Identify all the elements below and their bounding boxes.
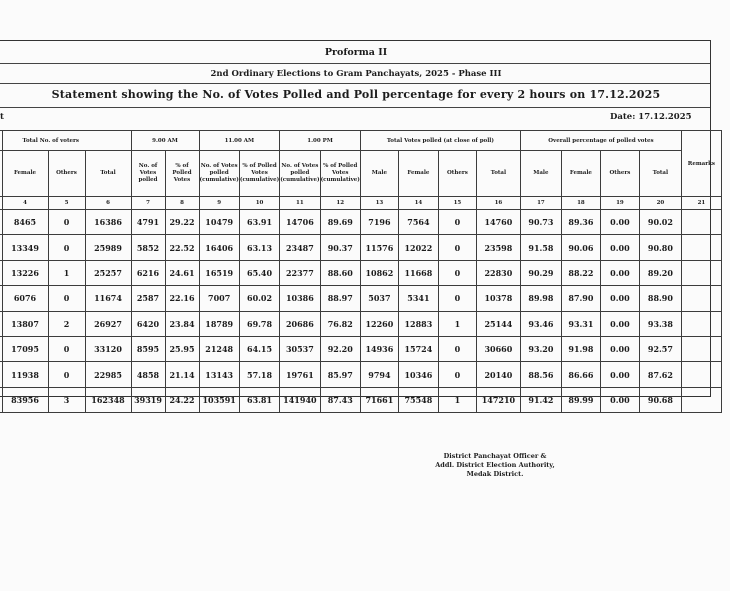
table-cell: 21.14 — [165, 362, 199, 387]
table-cell: 76.82 — [320, 311, 360, 336]
header-total-voters: Total No. of voters — [2, 131, 131, 151]
table-cell: 90.73 — [520, 210, 561, 235]
col-number: 13 — [360, 197, 398, 210]
table-cell: 10378 — [476, 286, 520, 311]
table-cell: 4858 — [131, 362, 165, 387]
table-cell: 14706 — [280, 210, 320, 235]
table-cell: 16519 — [199, 260, 239, 285]
table-cell: 0 — [438, 260, 476, 285]
table-cell: 14760 — [476, 210, 520, 235]
statement-heading: Statement showing the No. of Votes Polled and Poll percentage for every 2 hours on 17.12.2025 — [51, 88, 661, 101]
table-cell — [681, 260, 721, 285]
proforma-title: Proforma II — [324, 47, 388, 58]
table-cell: 91.98 — [561, 336, 600, 361]
table-cell: 8465 — [2, 210, 48, 235]
table-cell: 89.20 — [639, 260, 681, 285]
table-cell: 9794 — [360, 362, 398, 387]
table-cell: 0.00 — [600, 311, 639, 336]
table-cell: 0 — [438, 210, 476, 235]
table-cell: 24.61 — [165, 260, 199, 285]
table-cell: 0 — [438, 336, 476, 361]
subheader-percent-polled-cumulative: % of Polled Votes (cumulative) — [320, 151, 360, 197]
table-cell — [681, 235, 721, 260]
total-cell: 89.99 — [561, 387, 600, 412]
subheader-votes-polled-cumulative: No. of Votes polled (cumulative) — [280, 151, 320, 197]
table-cell: 12260 — [360, 311, 398, 336]
subheader-total: Total — [476, 151, 520, 197]
table-cell: 12883 — [398, 311, 438, 336]
table-cell: 16386 — [85, 210, 131, 235]
col-number: 15 — [438, 197, 476, 210]
table-cell: 0 — [48, 235, 85, 260]
table-cell: 5852 — [131, 235, 165, 260]
table-cell: 1 — [438, 311, 476, 336]
table-cell: 22985 — [85, 362, 131, 387]
header-overall-percentage: Overall percentage of polled votes — [520, 131, 681, 151]
table-cell: 89.98 — [520, 286, 561, 311]
table-cell: 88.60 — [320, 260, 360, 285]
table-cell: 14936 — [360, 336, 398, 361]
total-cell: 75548 — [398, 387, 438, 412]
table-cell: 0 — [438, 286, 476, 311]
table-cell: 30537 — [280, 336, 320, 361]
total-cell: 3 — [48, 387, 85, 412]
table-cell: 89.69 — [320, 210, 360, 235]
table-cell: 22.16 — [165, 286, 199, 311]
header-9am: 9.00 AM — [131, 131, 199, 151]
table-cell: 88.56 — [520, 362, 561, 387]
subheader-male: Male — [520, 151, 561, 197]
subheader-others: Others — [600, 151, 639, 197]
table-cell: 69.78 — [239, 311, 279, 336]
table-cell: 64.15 — [239, 336, 279, 361]
table-cell: 88.90 — [639, 286, 681, 311]
table-cell: 10386 — [280, 286, 320, 311]
table-cell: 0.00 — [600, 235, 639, 260]
signature-line: District Panchayat Officer & — [443, 452, 547, 460]
total-cell: 83956 — [2, 387, 48, 412]
col-number: 18 — [561, 197, 600, 210]
table-row — [0, 235, 721, 260]
table-cell: 8595 — [131, 336, 165, 361]
table-row — [0, 311, 721, 336]
total-cell — [681, 387, 721, 412]
signature-block — [420, 452, 570, 479]
table-cell: 90.02 — [639, 210, 681, 235]
col-number: 4 — [2, 197, 48, 210]
signature-line: Addl. District Election Authority, — [435, 461, 555, 469]
col-number: 9 — [199, 197, 239, 210]
statement-date: Date: 17.12.2025 — [610, 112, 692, 122]
total-cell: 1 — [438, 387, 476, 412]
table-cell — [681, 336, 721, 361]
table-row — [0, 286, 721, 311]
col-number: 21 — [681, 197, 721, 210]
subheader-votes-polled: No. of Votes polled — [131, 151, 165, 197]
table-cell: 25257 — [85, 260, 131, 285]
table-cell: 87.62 — [639, 362, 681, 387]
table-cell: 20686 — [280, 311, 320, 336]
subheader-total: Total — [85, 151, 131, 197]
total-cell: 91.42 — [520, 387, 561, 412]
table-cell: 12022 — [398, 235, 438, 260]
table-total-row — [0, 387, 721, 412]
table-cell: 0 — [48, 210, 85, 235]
table-cell: 26927 — [85, 311, 131, 336]
table-row — [0, 260, 721, 285]
table-cell: 19761 — [280, 362, 320, 387]
table-cell: 93.46 — [520, 311, 561, 336]
table-cell: 23.84 — [165, 311, 199, 336]
table-cell: 0.00 — [600, 362, 639, 387]
table-cell: 90.80 — [639, 235, 681, 260]
table-cell: 25989 — [85, 235, 131, 260]
table-cell — [681, 286, 721, 311]
table-cell: 7196 — [360, 210, 398, 235]
col-number: 5 — [48, 197, 85, 210]
table-cell: 25.95 — [165, 336, 199, 361]
table-cell: 23487 — [280, 235, 320, 260]
table-cell: 90.06 — [561, 235, 600, 260]
table-cell: 89.36 — [561, 210, 600, 235]
table-cell: 15724 — [398, 336, 438, 361]
table-cell: 11668 — [398, 260, 438, 285]
total-cell: 24.22 — [165, 387, 199, 412]
table-cell — [681, 362, 721, 387]
table-cell: 63.13 — [239, 235, 279, 260]
total-cell: 87.43 — [320, 387, 360, 412]
subheader-votes-polled-cumulative: No. of Votes polled (cumulative) — [199, 151, 239, 197]
table-cell: 6076 — [2, 286, 48, 311]
col-number: 10 — [239, 197, 279, 210]
table-cell: 13807 — [2, 311, 48, 336]
header-1pm: 1.00 PM — [280, 131, 361, 151]
table-cell: 2587 — [131, 286, 165, 311]
table-cell: 0 — [438, 362, 476, 387]
table-cell: 0 — [438, 235, 476, 260]
table-cell: 17095 — [2, 336, 48, 361]
table-cell: 10346 — [398, 362, 438, 387]
subheader-others: Others — [48, 151, 85, 197]
divider — [0, 107, 710, 108]
col-number: 16 — [476, 197, 520, 210]
table-cell: 10479 — [199, 210, 239, 235]
subheader-female: Female — [561, 151, 600, 197]
election-subtitle: 2nd Ordinary Elections to Gram Panchayats, 2025 - Phase III — [210, 69, 502, 79]
total-cell: 141940 — [280, 387, 320, 412]
total-cell: 0.00 — [600, 387, 639, 412]
table-cell: 7007 — [199, 286, 239, 311]
table-cell: 92.20 — [320, 336, 360, 361]
table-cell: 88.97 — [320, 286, 360, 311]
table-cell: 20140 — [476, 362, 520, 387]
table-cell: 0 — [48, 362, 85, 387]
table-row — [0, 362, 721, 387]
table-cell: 11938 — [2, 362, 48, 387]
table-cell: 22.52 — [165, 235, 199, 260]
table-cell: 91.58 — [520, 235, 561, 260]
subheader-percent-polled-cumulative: % of Polled Votes (cumulative) — [239, 151, 279, 197]
table-cell: 10862 — [360, 260, 398, 285]
subheader-others: Others — [438, 151, 476, 197]
col-number: 11 — [280, 197, 320, 210]
table-cell: 25144 — [476, 311, 520, 336]
header-11am: 11.00 AM — [199, 131, 280, 151]
subheader-total: Total — [639, 151, 681, 197]
col-number: 12 — [320, 197, 360, 210]
col-number: 7 — [131, 197, 165, 210]
table-cell: 22830 — [476, 260, 520, 285]
table-cell: 93.38 — [639, 311, 681, 336]
subheader-female: Female — [2, 151, 48, 197]
table-cell: 11674 — [85, 286, 131, 311]
subheader-male: Male — [360, 151, 398, 197]
total-cell: 147210 — [476, 387, 520, 412]
table-cell: 93.31 — [561, 311, 600, 336]
table-cell: 0.00 — [600, 336, 639, 361]
table-cell: 23598 — [476, 235, 520, 260]
table-cell: 86.66 — [561, 362, 600, 387]
table-cell: 16406 — [199, 235, 239, 260]
col-number: 19 — [600, 197, 639, 210]
table-cell: 29.22 — [165, 210, 199, 235]
col-number: 14 — [398, 197, 438, 210]
total-cell: 103591 — [199, 387, 239, 412]
table-cell: 65.40 — [239, 260, 279, 285]
table-cell: 13349 — [2, 235, 48, 260]
table-cell: 88.22 — [561, 260, 600, 285]
table-cell: 7564 — [398, 210, 438, 235]
table-cell: 0 — [48, 286, 85, 311]
table-cell: 13143 — [199, 362, 239, 387]
signature-line: Medak District. — [466, 470, 524, 478]
table-cell: 63.91 — [239, 210, 279, 235]
divider — [0, 63, 710, 64]
table-row — [0, 336, 721, 361]
table-cell: 13226 — [2, 260, 48, 285]
table-cell: 57.18 — [239, 362, 279, 387]
table-cell: 18789 — [199, 311, 239, 336]
table-cell: 0.00 — [600, 286, 639, 311]
table-cell: 4791 — [131, 210, 165, 235]
table-cell — [681, 210, 721, 235]
subheader-female: Female — [398, 151, 438, 197]
table-cell: 0.00 — [600, 260, 639, 285]
table-cell: 6216 — [131, 260, 165, 285]
col-number: 6 — [85, 197, 131, 210]
total-cell: 71661 — [360, 387, 398, 412]
total-cell: 90.68 — [639, 387, 681, 412]
table-cell: 93.20 — [520, 336, 561, 361]
table-cell: 5037 — [360, 286, 398, 311]
votes-polled-table — [0, 130, 722, 413]
table-cell: 0.00 — [600, 210, 639, 235]
col-number: 17 — [520, 197, 561, 210]
table-cell: 21248 — [199, 336, 239, 361]
subheader-percent-polled: % of Polled Votes — [165, 151, 199, 197]
col-number: 8 — [165, 197, 199, 210]
table-cell: 30660 — [476, 336, 520, 361]
table-cell: 90.37 — [320, 235, 360, 260]
left-mark: t — [0, 112, 4, 122]
total-cell: 162348 — [85, 387, 131, 412]
table-cell: 1 — [48, 260, 85, 285]
table-cell: 85.97 — [320, 362, 360, 387]
table-cell: 60.02 — [239, 286, 279, 311]
table-cell: 0 — [48, 336, 85, 361]
table-cell: 11576 — [360, 235, 398, 260]
total-cell: 63.81 — [239, 387, 279, 412]
table-cell: 92.57 — [639, 336, 681, 361]
header-remarks: Remarks — [681, 131, 721, 197]
table-row — [0, 210, 721, 235]
table-cell: 22377 — [280, 260, 320, 285]
table-cell — [681, 311, 721, 336]
divider — [0, 83, 710, 84]
table-cell: 6420 — [131, 311, 165, 336]
table-cell: 2 — [48, 311, 85, 336]
table-cell: 90.29 — [520, 260, 561, 285]
table-cell: 5341 — [398, 286, 438, 311]
header-close-of-poll: Total Votes polled (at close of poll) — [360, 131, 520, 151]
table-cell: 87.90 — [561, 286, 600, 311]
col-number: 20 — [639, 197, 681, 210]
total-cell: 39319 — [131, 387, 165, 412]
table-cell: 33120 — [85, 336, 131, 361]
